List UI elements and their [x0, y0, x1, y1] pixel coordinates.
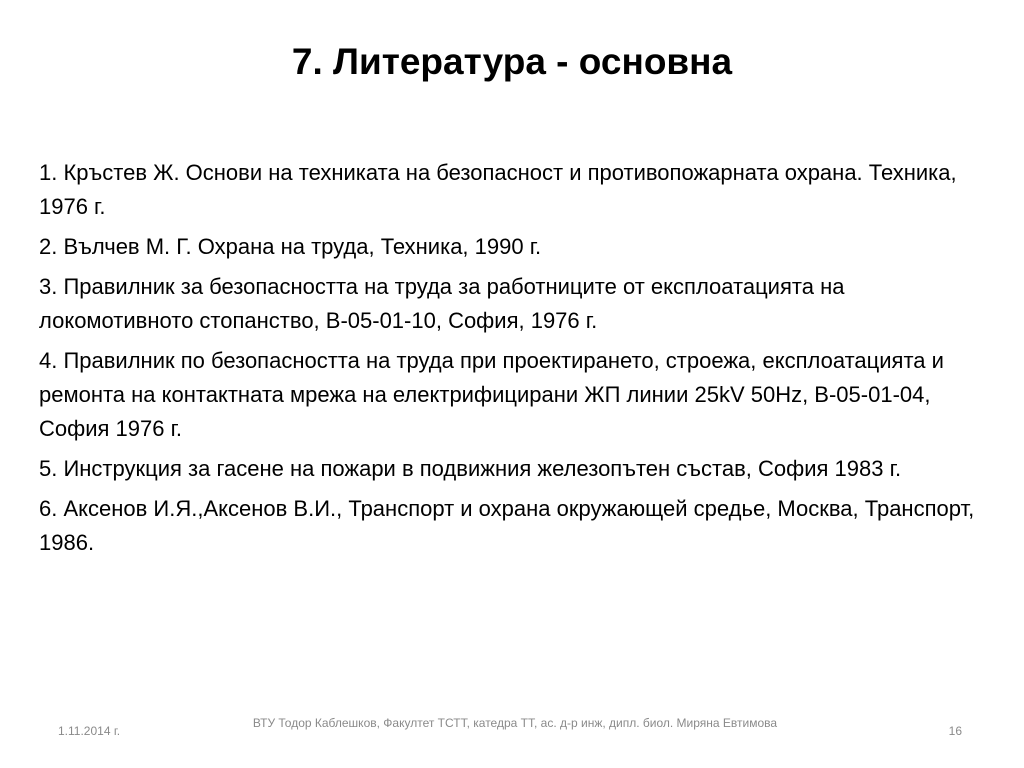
reference-item-4: 4. Правилник по безопасността на труда при проектирането, строежа, експлоатацията и ремонта на контактната мрежа на електрифицирани ЖП линии 25kV 50Hz, В-05-01-04, София 1976 г. — [39, 348, 944, 441]
page-number: 16 — [948, 724, 962, 738]
reference-list — [39, 156, 991, 566]
reference-item-1: 1. Кръстев Ж. Основи на техниката на безопасност и противопожарната охрана. Техника, 1976 г. — [39, 160, 957, 219]
reference-item-5: 5. Инструкция за гасене на пожари в подвижния железопътен състав, София 1983 г. — [39, 456, 902, 481]
reference-item-3: 3. Правилник за безопасността на труда за работниците от експлоатацията на локомотивното стопанство, В-05-01-10, София, 1976 г. — [39, 274, 845, 333]
slide-title: 7. Литература - основна — [291, 41, 733, 82]
footer-text: ВТУ Тодор Каблешков, Факултет ТСТТ, катедра ТТ, ас. д-р инж, дипл. биол. Миряна Евтимова — [252, 716, 778, 730]
footer-date: 1.11.2014 г. — [58, 724, 121, 738]
reference-item-6: 6. Аксенов И.Я.,Аксенов В.И., Транспорт и охрана окружающей средье, Москва, Транспорт, 1986. — [39, 496, 975, 555]
reference-item-2: 2. Вълчев М. Г. Охрана на труда, Техника, 1990 г. — [39, 234, 542, 259]
